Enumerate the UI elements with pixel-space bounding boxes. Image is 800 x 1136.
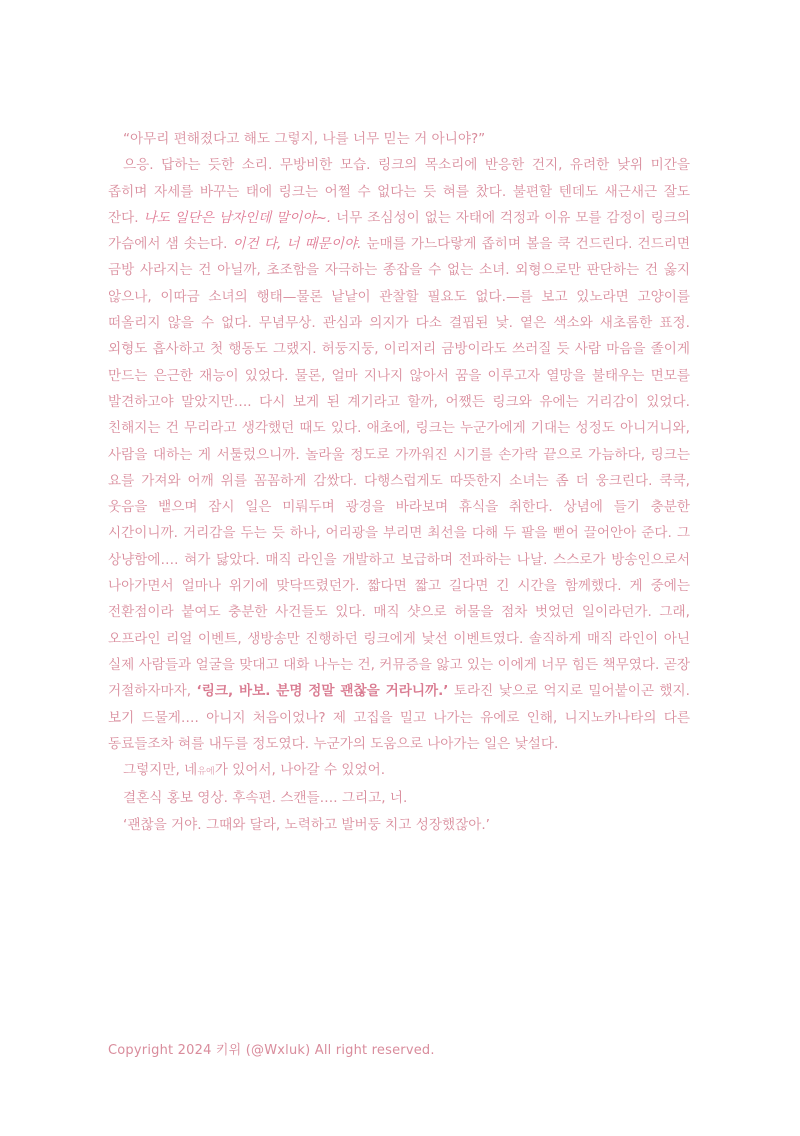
narrative-text-b: 너무 조심성이 없는 자태에 걱정과 이유 모를 감정이 링크의 가슴에서 샘 솟는다. (108, 209, 691, 253)
italic-thought-2: 이건 다, 너 때문이야. (232, 236, 362, 253)
line-then-a: 그렇지만, 네 (123, 762, 198, 779)
closing-quote: ‘괜찮을 거야. 그때와 달라, 노력하고 발버둥 치고 성장했잖아.’ (123, 816, 491, 833)
story-body (108, 126, 690, 838)
narrative-text-a: 으응. 답하는 듯한 소리. 무방비한 모습. 링크의 목소리에 반응한 건지, 유려한 낮위 미간을 좁히며 자세를 바꾸는 태에 링크는 어쩔 수 없다는 듯 혀를 찼다. 불편할 텐데도 새근새근 잘도 잔다. (108, 157, 690, 226)
dialogue-line-1: “아무리 편해졌다고 해도 그렇지, 나를 너무 믿는 거 아니야?” (123, 131, 486, 147)
line-then (108, 757, 690, 785)
line-then-b: 가 있어서, 나아갈 수 있었어. (214, 762, 386, 779)
copyright-notice: Copyright 2024 키위 (@Wxluk) All right reserved. (108, 1043, 435, 1058)
line-list: 결혼식 홍보 영상. 후속편. 스캔들…. 그리고, 너. (123, 790, 408, 807)
bold-quote: ‘링크, 바보. 분명 정말 괜찮을 거라니까.’ (196, 683, 449, 700)
narrative-paragraph (108, 152, 690, 757)
ruby-annotation: 유에 (197, 767, 215, 778)
narrative-text-c: 눈매를 가느다랗게 좁히며 볼을 쿡 건드린다. 건드리면 금방 사라지는 건 아닐까, 초조함을 자극하는 종잡을 수 없는 소녀. 외형으로만 판단하는 건 옳지 않으나, 이따금 소녀의 행태—물론 낱낱이 관찰할 필요도 없다.—를 보고 있노라면 고양이를 떠올리지 않을 수 없다. 무념무상. 관심과 의지가 다소 결핍된 낯. 옅은 색소와 새초롬한 표정. 외형도 흡사하고 첫 행동도 그랬지. 허둥지둥, 이리저리 금방이라도 쓰러질 듯 사람 마음을 졸이게 만드는 은근한 재능이 있었다. 물론, 얼마 지나지 않아서 꿈을 이루고자 열망을 불태우는 면모를 발견하고야 말았지만…. 다시 보게 된 계기라고 할까, 어쨌든 링크와 유에는 거리감이 있었다. 친해지는 건 무리라고 생각했던 때도 있다. 애초에, 링크는 누군가에게 기대는 성정도 아니거니와, 사람을 대하는 게 서툴렀으니까. 놀라울 정도로 가까워진 시기를 손가락 끝으로 가늠하다, 링크는 요를 가져와 어깨 위를 꼼꼼하게 감쌌다. 다행스럽게도 따뜻한지 소녀는 좀 더 웅크린다. 쿡쿡, 웃음을 뱉으며 잠시 일은 미뤄두며 광경을 바라보며 휴식을 취한다. 상념에 들기 충분한 시간이니까. 거리감을 두는 듯 하나, 어리광을 부리면 최선을 다해 두 팔을 뻗어 끌어안아 준다. 그 상냥함에…. 혀가 닳았다. 매직 라인을 개발하고 보급하며 전파하는 나날. 스스로가 방송인으로서 나아가면서 얼마나 위기에 맞닥뜨렸던가. 짧다면 짧고 길다면 긴 시간을 함께했다. 게 중에는 전환점이라 붙여도 충분한 사건들도 있다. 매직 샷으로 허물을 점차 벗었던 일이라던가. 그래, 오프라인 리얼 이벤트, 생방송만 진행하던 링크에게 낯선 이벤트였다. 솔직하게 매직 라인이 아닌 실제 사람들과 얼굴을 맞대고 대화 나누는 건, 커뮤증을 앓고 있는 이에게 너무 힘든 책무였다. 곧장 거절하자마자, (108, 236, 690, 700)
narrative-text-d: 토라진 낯으로 억지로 밀어붙이곤 했지. 보기 드물게…. 아니지 처음이었나? 제 고집을 밀고 나가는 유에로 인해, 니지노카나타의 다른 동료들조차 혀를 내두를 정도였다. 누군가의 도움으로 나아가는 일은 낯설다. (108, 683, 690, 752)
italic-thought-1: 나도 일단은 남자인데 말이야~. (143, 209, 332, 226)
